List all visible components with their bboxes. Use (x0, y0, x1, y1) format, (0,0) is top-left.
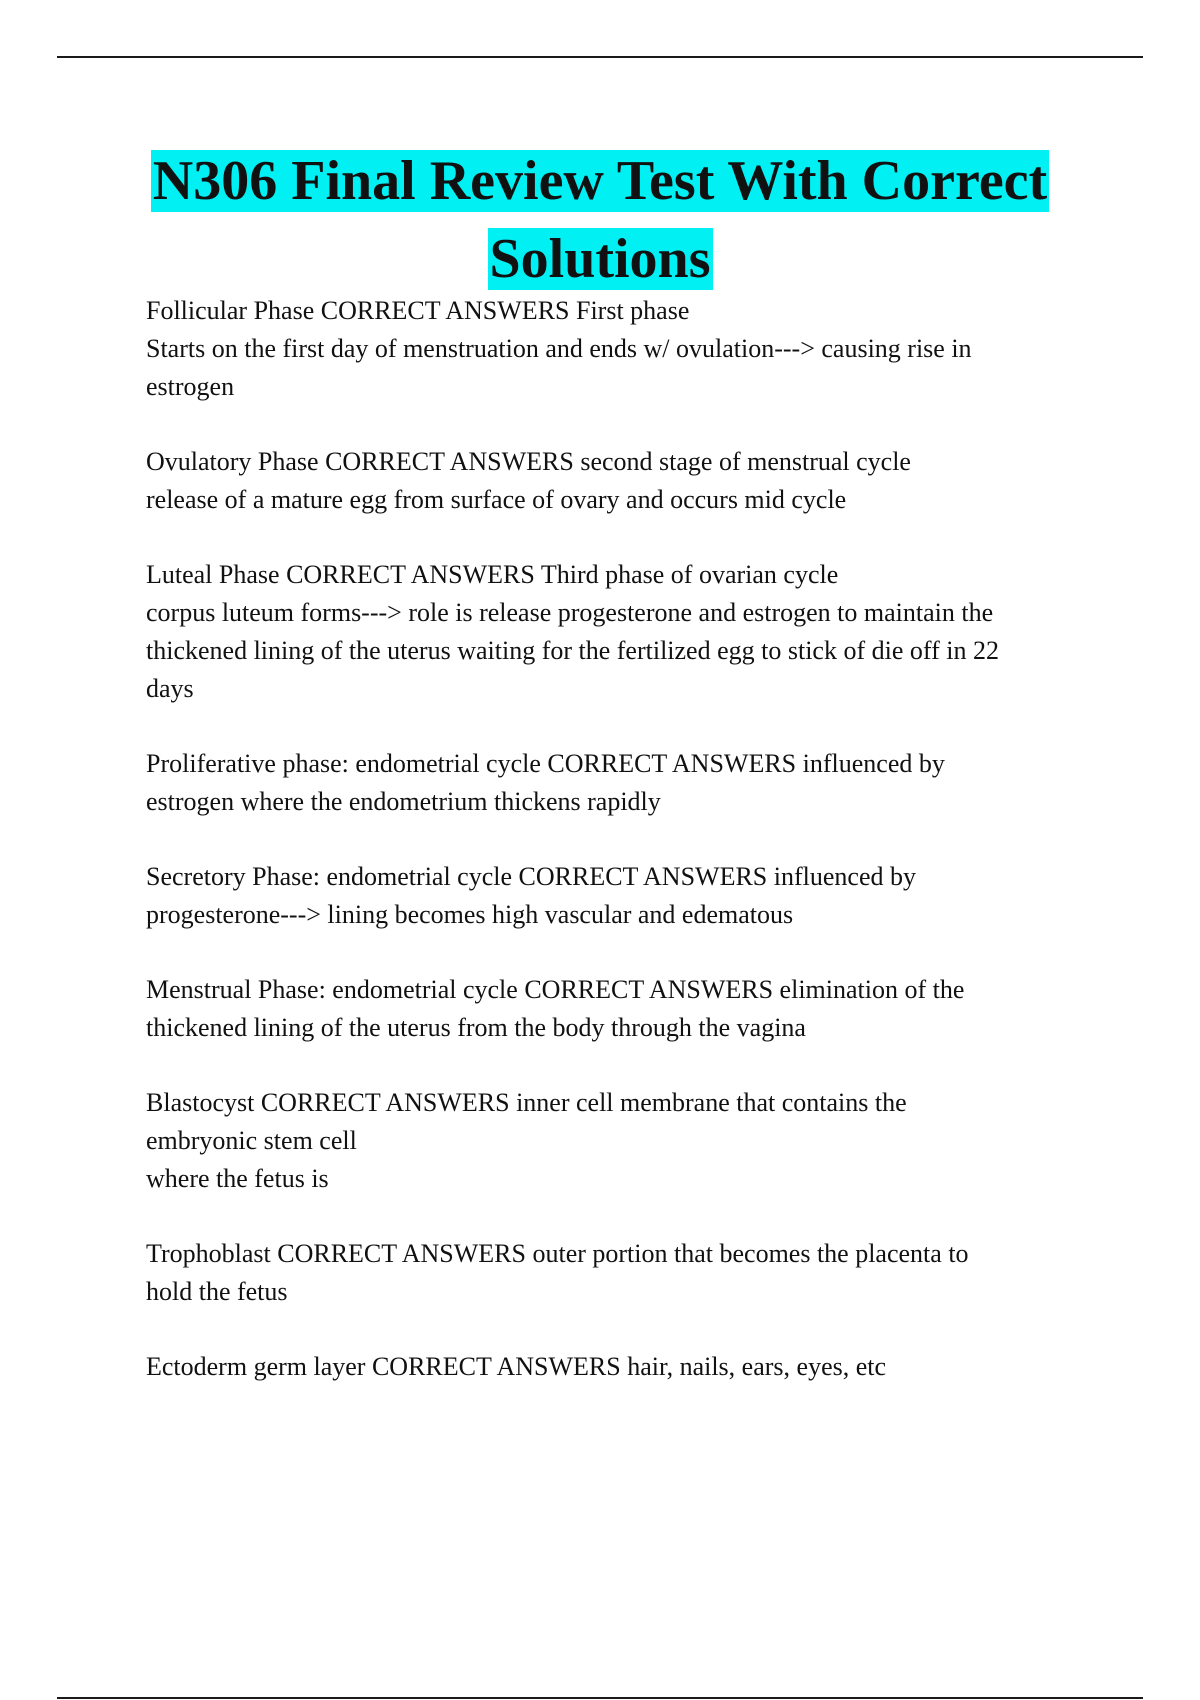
entry-line: where the fetus is (146, 1164, 329, 1193)
entry-line: progesterone---> lining becomes high vascular and edematous (146, 900, 794, 929)
entry-line: estrogen (146, 372, 235, 401)
entry-line: hold the fetus (146, 1277, 288, 1306)
entry-line: Menstrual Phase: endometrial cycle CORRECT ANSWERS elimination of the (146, 975, 965, 1004)
entry-line: Blastocyst CORRECT ANSWERS inner cell membrane that contains the (146, 1088, 907, 1117)
entry-line: embryonic stem cell (146, 1126, 357, 1155)
top-rule (57, 56, 1143, 58)
entry-line: Proliferative phase: endometrial cycle CORRECT ANSWERS influenced by (146, 749, 945, 778)
entry-line: thickened lining of the uterus from the body through the vagina (146, 1013, 806, 1042)
title-line: Solutions (489, 228, 711, 290)
qa-entry-ectoderm (146, 1348, 1086, 1386)
document-title (100, 142, 1100, 298)
entry-line: estrogen where the endometrium thickens rapidly (146, 787, 661, 816)
qa-entry-follicular-phase (146, 292, 1086, 406)
entry-line: Secretory Phase: endometrial cycle CORRECT ANSWERS influenced by (146, 862, 916, 891)
entry-line: corpus luteum forms---> role is release progesterone and estrogen to maintain the (146, 598, 994, 627)
entry-line: Ovulatory Phase CORRECT ANSWERS second stage of menstrual cycle (146, 447, 911, 476)
qa-entry-proliferative-phase (146, 745, 1086, 821)
entry-line: release of a mature egg from surface of ovary and occurs mid cycle (146, 485, 847, 514)
entry-line: days (146, 674, 194, 703)
qa-entry-luteal-phase (146, 556, 1086, 708)
entry-line: Trophoblast CORRECT ANSWERS outer portion that becomes the placenta to (146, 1239, 969, 1268)
entry-line: Ectoderm germ layer CORRECT ANSWERS hair, nails, ears, eyes, etc (146, 1352, 887, 1381)
qa-entry-trophoblast (146, 1235, 1086, 1311)
title-line: N306 Final Review Test With Correct (152, 150, 1048, 212)
qa-entry-menstrual-phase (146, 971, 1086, 1047)
entry-line: Starts on the first day of menstruation and ends w/ ovulation---> causing rise in (146, 334, 972, 363)
qa-entry-ovulatory-phase (146, 443, 1086, 519)
bottom-rule (57, 1697, 1143, 1699)
entry-line: thickened lining of the uterus waiting for the fertilized egg to stick of die off in 22 (146, 636, 999, 665)
entry-line: Luteal Phase CORRECT ANSWERS Third phase of ovarian cycle (146, 560, 839, 589)
qa-list (146, 292, 1086, 1423)
qa-entry-secretory-phase (146, 858, 1086, 934)
entry-line: Follicular Phase CORRECT ANSWERS First phase (146, 296, 690, 325)
qa-entry-blastocyst (146, 1084, 1086, 1198)
